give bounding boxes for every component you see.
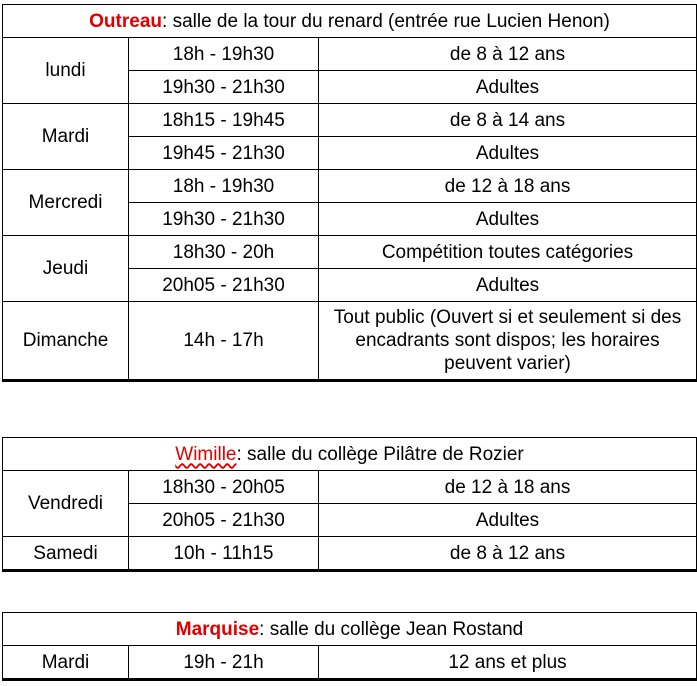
venue-location: Wimille [175,443,237,465]
day-cell: Dimanche [3,302,129,381]
venue-location: Outreau [89,10,163,32]
venue-description: : salle du collège Pilâtre de Rozier [236,443,524,465]
day-cell: Jeudi [3,236,129,302]
time-cell: 18h - 19h30 [129,38,319,71]
time-cell: 19h - 21h [129,646,319,680]
group-cell: de 12 à 18 ans [319,170,697,203]
day-cell: Vendredi [3,471,129,537]
group-cell: Compétition toutes catégories [319,236,697,269]
day-cell: Samedi [3,537,129,571]
venue-header [3,438,697,471]
venue-header [3,613,697,646]
time-cell: 19h30 - 21h30 [129,203,319,236]
group-cell: Tout public (Ouvert si et seulement si des encadrants sont dispos; les horaires peuvent varier) [319,302,697,381]
day-cell: Mercredi [3,170,129,236]
time-cell: 20h05 - 21h30 [129,269,319,302]
time-cell: 19h45 - 21h30 [129,137,319,170]
marquise-schedule-table [2,612,697,681]
day-cell: Mardi [3,104,129,170]
time-cell: 14h - 17h [129,302,319,381]
group-cell: Adultes [319,71,697,104]
time-cell: 20h05 - 21h30 [129,504,319,537]
time-cell: 10h - 11h15 [129,537,319,571]
group-cell: Adultes [319,137,697,170]
venue-description: : salle de la tour du renard (entrée rue Lucien Henon) [162,10,610,32]
venue-location: Marquise [175,618,260,640]
day-cell: lundi [3,38,129,104]
group-cell: Adultes [319,504,697,537]
group-cell: de 8 à 12 ans [319,38,697,71]
time-cell: 18h30 - 20h [129,236,319,269]
time-cell: 18h15 - 19h45 [129,104,319,137]
group-cell: Adultes [319,203,697,236]
group-cell: Adultes [319,269,697,302]
day-cell: Mardi [3,646,129,680]
group-cell: 12 ans et plus [319,646,697,680]
wimille-schedule-table [2,437,697,572]
venue-header [3,5,697,38]
group-cell: de 8 à 12 ans [319,537,697,571]
time-cell: 18h - 19h30 [129,170,319,203]
outreau-schedule-table [2,4,697,382]
time-cell: 19h30 - 21h30 [129,71,319,104]
time-cell: 18h30 - 20h05 [129,471,319,504]
venue-description: : salle du collège Jean Rostand [259,618,524,640]
group-cell: de 8 à 14 ans [319,104,697,137]
group-cell: de 12 à 18 ans [319,471,697,504]
